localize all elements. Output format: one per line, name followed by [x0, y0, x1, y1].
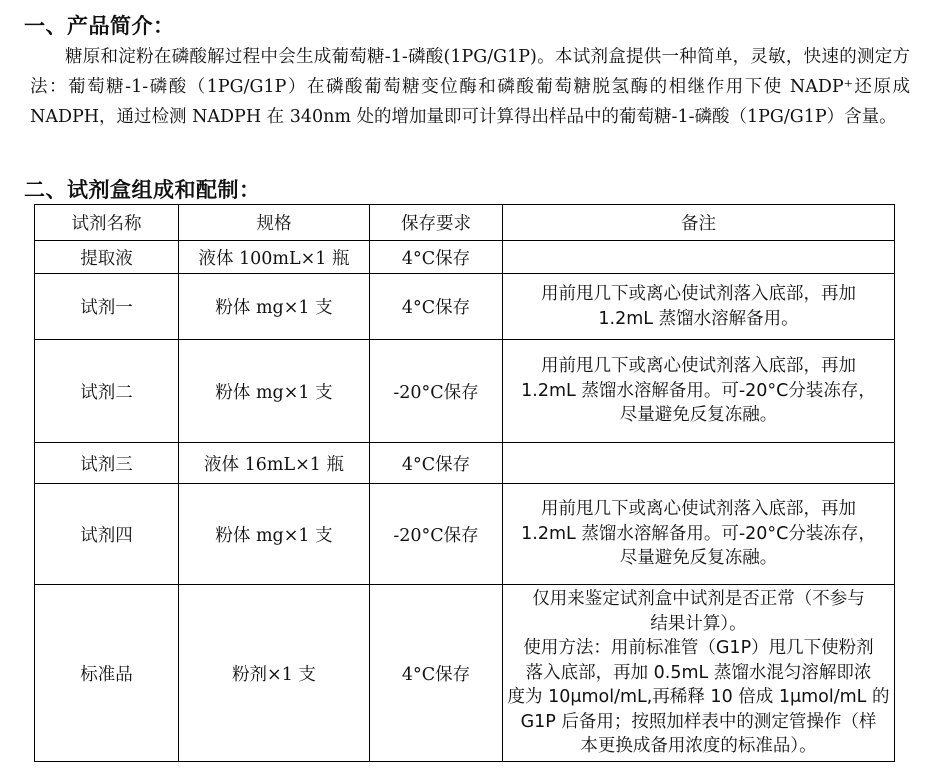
- header-name: 试剂名称: [35, 205, 179, 241]
- header-storage: 保存要求: [370, 205, 503, 241]
- cell-name: 试剂三: [35, 443, 179, 484]
- cell-note: 仅用来鉴定试剂盒中试剂是否正常（不参与 结果计算）。 使用方法：用前标准管（G1P）甩几下使粉剂 落入底部，再加 0.5mL 蒸馏水混匀溶解即浓 度为 10μmol/mL,再稀释 10 倍成 1μmol/mL 的 G1P 后备用；按照加样表中的测定管操作（样 本更换成备用浓度的标准品）。: [503, 585, 895, 762]
- cell-name: 试剂四: [35, 484, 179, 585]
- cell-name: 试剂二: [35, 340, 179, 443]
- table-row: [35, 274, 895, 340]
- kit-composition-table: [34, 204, 895, 762]
- table-header-row: [35, 205, 895, 241]
- cell-storage: 4°C保存: [370, 443, 503, 484]
- cell-spec: 粉体 mg×1 支: [179, 274, 370, 340]
- cell-note: 用前甩几下或离心使试剂落入底部，再加 1.2mL 蒸馏水溶解备用。可-20°C分装冻存， 尽量避免反复冻融。: [503, 340, 895, 443]
- cell-storage: -20°C保存: [370, 340, 503, 443]
- table-row: [35, 585, 895, 762]
- table-row: [35, 443, 895, 484]
- cell-spec: 粉剂×1 支: [179, 585, 370, 762]
- cell-spec: 液体 16mL×1 瓶: [179, 443, 370, 484]
- cell-note: [503, 443, 895, 484]
- header-spec: 规格: [179, 205, 370, 241]
- cell-name: 标准品: [35, 585, 179, 762]
- cell-storage: 4°C保存: [370, 585, 503, 762]
- cell-storage: 4°C保存: [370, 241, 503, 274]
- cell-storage: 4°C保存: [370, 274, 503, 340]
- cell-storage: -20°C保存: [370, 484, 503, 585]
- table-row: [35, 340, 895, 443]
- cell-name: 提取液: [35, 241, 179, 274]
- cell-spec: 粉体 mg×1 支: [179, 340, 370, 443]
- cell-spec: 液体 100mL×1 瓶: [179, 241, 370, 274]
- cell-note: 用前甩几下或离心使试剂落入底部，再加 1.2mL 蒸馏水溶解备用。可-20°C分装冻存， 尽量避免反复冻融。: [503, 484, 895, 585]
- intro-paragraph: 糖原和淀粉在磷酸解过程中会生成葡萄糖-1-磷酸(1PG/G1P)。本试剂盒提供一种简单，灵敏，快速的测定方法：葡萄糖-1-磷酸（1PG/G1P）在磷酸葡萄糖变位酶和磷酸葡萄糖脱氢酶的相继作用下使 NADP⁺还原成 NADPH，通过检测 NADPH 在 340nm 处的增加量即可计算得出样品中的葡萄糖-1-磷酸（1PG/G1P）含量。: [30, 47, 910, 127]
- cell-note: 用前甩几下或离心使试剂落入底部，再加 1.2mL 蒸馏水溶解备用。: [503, 274, 895, 340]
- table-row: [35, 241, 895, 274]
- section-heading-kit: 二、试剂盒组成和配制：: [24, 178, 261, 202]
- cell-spec: 粉体 mg×1 支: [179, 484, 370, 585]
- cell-note: [503, 241, 895, 274]
- table-row: [35, 484, 895, 585]
- cell-name: 试剂一: [35, 274, 179, 340]
- section-heading-intro: 一、产品简介：: [24, 14, 175, 38]
- header-note: 备注: [503, 205, 895, 241]
